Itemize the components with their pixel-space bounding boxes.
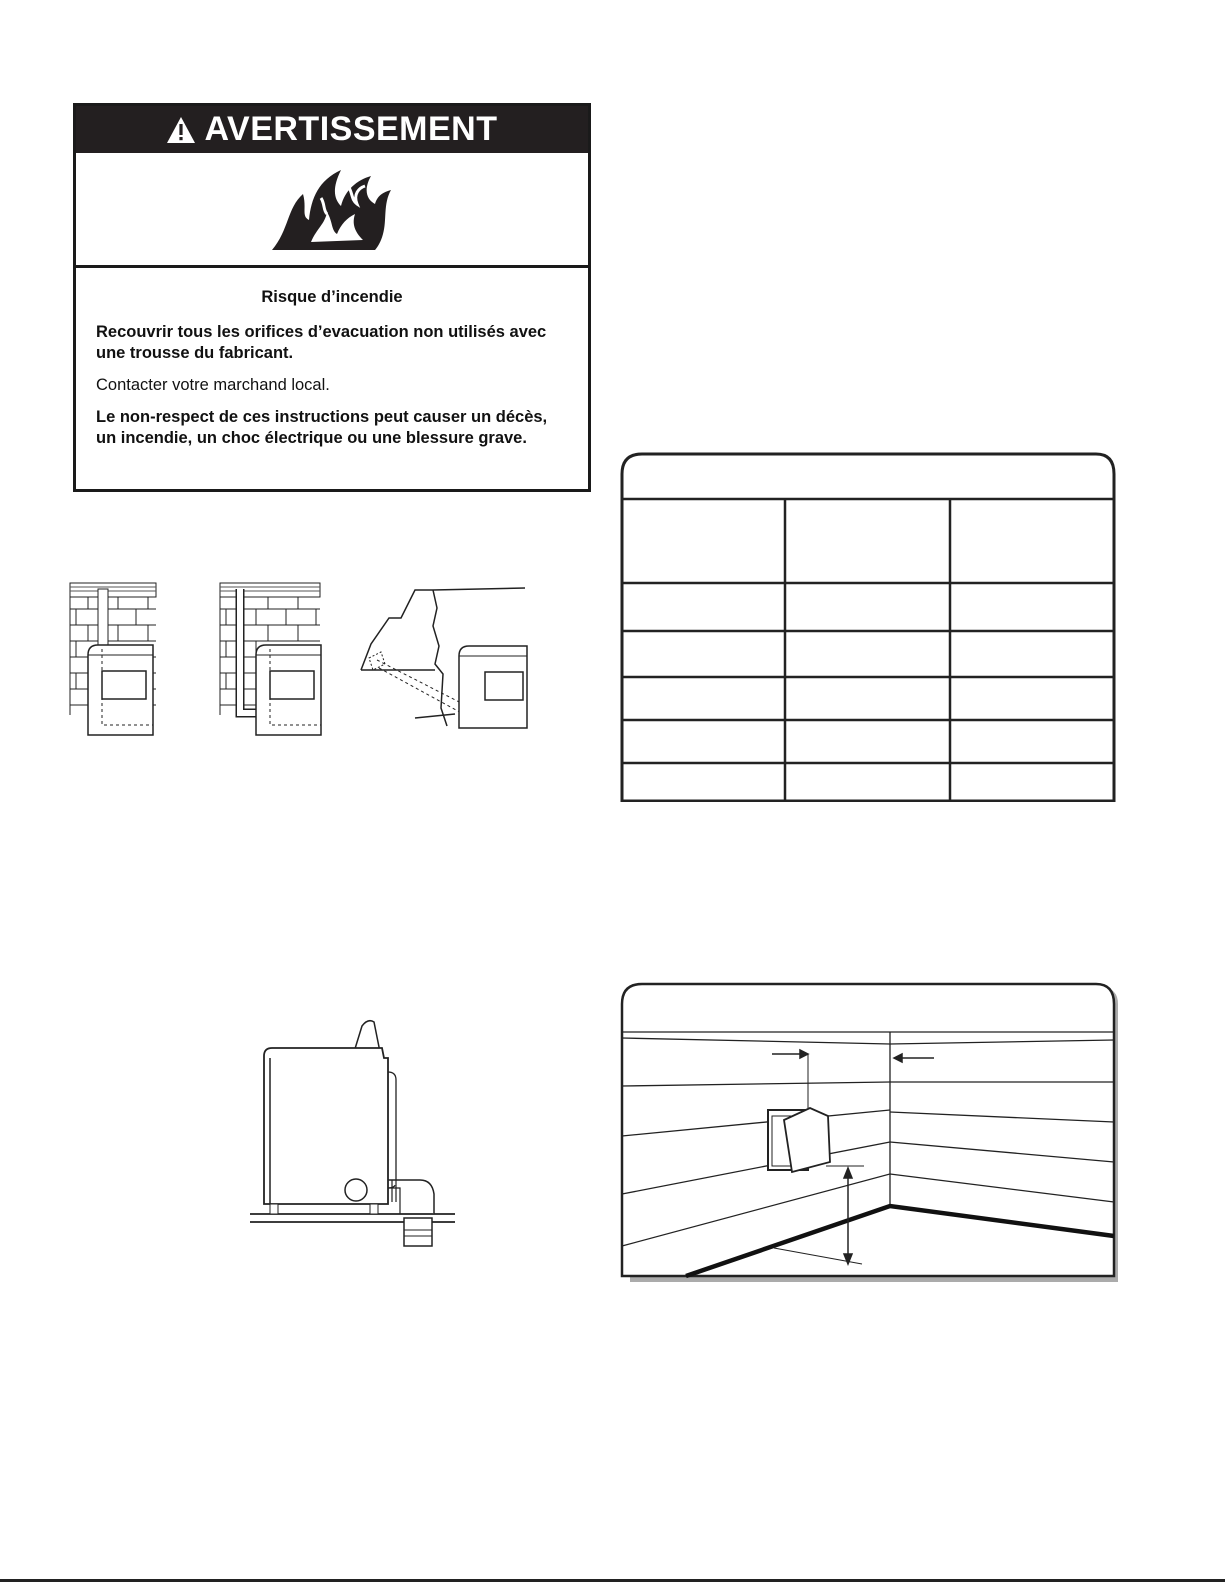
warning-line-1: Recouvrir tous les orifices d’evacuation non utilisés avec une trousse du fabricant. xyxy=(96,323,547,362)
warning-line-2: Contacter votre marchand local. xyxy=(96,376,330,394)
fire-icon xyxy=(267,164,397,254)
warning-box xyxy=(73,103,591,492)
dryer-side-view-illustration xyxy=(250,1018,460,1250)
hazard-icon-band xyxy=(76,153,588,268)
warning-header xyxy=(76,106,588,153)
page-bottom-rule xyxy=(0,1579,1225,1582)
warning-triangle-icon xyxy=(166,116,196,144)
warning-title: AVERTISSEMENT xyxy=(204,110,498,148)
warning-body xyxy=(76,287,588,449)
vent-length-table xyxy=(620,452,1116,802)
wall-cap-clearance-figure xyxy=(620,982,1125,1298)
warning-subtitle: Risque d’incendie xyxy=(261,288,403,306)
dryer-vent-illustration-2 xyxy=(218,575,323,740)
warning-line-3: Le non-respect de ces instructions peut causer un décès, un incendie, un choc électrique ou une blessure grave. xyxy=(96,408,548,447)
dryer-vent-illustration-3 xyxy=(355,578,533,738)
dryer-vent-illustration-1 xyxy=(68,575,158,740)
